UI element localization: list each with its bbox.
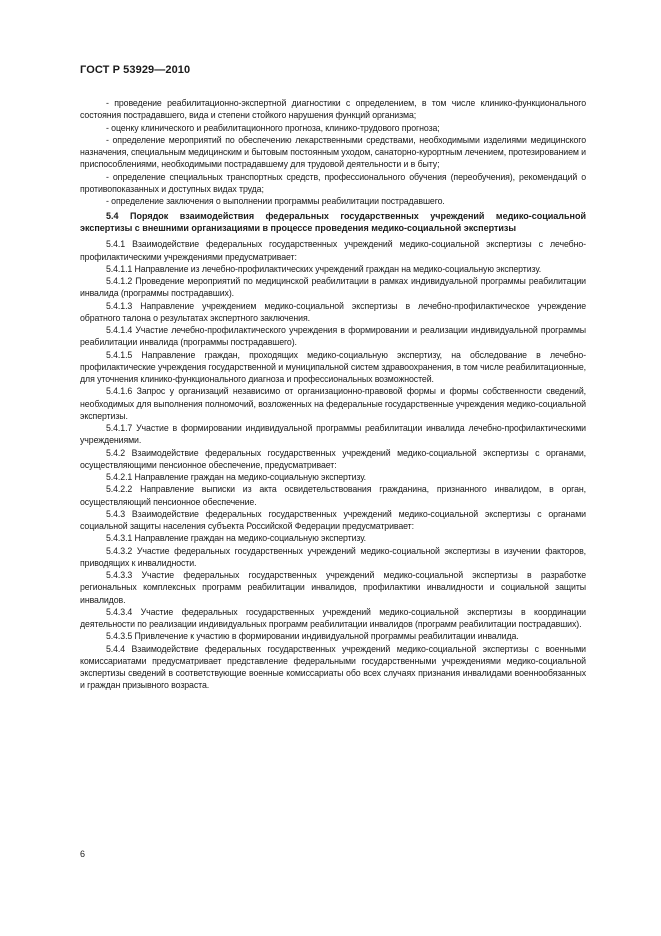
- clause-item: 5.4.2.2 Направление выписки из акта освидетельствования гражданина, признанного инвалидом, в орган, осуществляющий пенсионное обеспечение.: [80, 484, 586, 507]
- clause-item: 5.4.3.2 Участие федеральных государственных учреждений медико-социальной экспертизы в изучении факторов, приводящих к инвалидности.: [80, 545, 586, 568]
- page-number: 6: [80, 849, 86, 859]
- clause-item: 5.4.4 Взаимодействие федеральных государственных учреждений медико-социальной экспертизы с военными комиссариатами предусматривает представление федеральными государственными учреждениями медико-социальной экспертизы сведений в соответствующие военные комиссариаты обо всех случаях признания инвалидами военнообязанных и граждан призывного возраста.: [80, 643, 586, 691]
- clause-item: 5.4.3.3 Участие федеральных государственных учреждений медико-социальной экспертизы в разработке региональных комплексных программ реабилитации инвалидов, профилактики инвалидности и социальной защиты инвалидов.: [80, 570, 586, 605]
- paragraph: - оценку клинического и реабилитационного прогноза, клинико-трудового прогноза;: [106, 122, 440, 133]
- clause-item: 5.4.1.1 Направление из лечебно-профилактических учреждений граждан на медико-социальную экспертизу.: [106, 263, 542, 274]
- clause-item: 5.4.1.2 Проведение мероприятий по медицинской реабилитации в рамках индивидуальной программы реабилитации инвалида (программы пострадавших).: [80, 276, 586, 299]
- clause-item: 5.4.3.1 Направление граждан на медико-социальную экспертизу.: [106, 533, 366, 544]
- clause-item: 5.4.1.4 Участие лечебно-профилактического учреждения в формировании и реализации индивидуальной программы реабилитации инвалида (программы пострадавшего).: [80, 325, 586, 348]
- clause-item: 5.4.1.5 Направление граждан, проходящих медико-социальную экспертизу, на обследование в лечебно-профилактические учреждения государственной и муниципальной систем здравоохранения, в том числе реабилитационные, для уточнения клинико-функционального диагноза и профессиональных возможностей.: [80, 349, 586, 384]
- clause-item: 5.4.3 Взаимодействие федеральных государственных учреждений медико-социальной экспертизы с органами социальной защиты населения субъекта Российской Федерации предусматривает:: [80, 508, 586, 531]
- section-heading: 5.4 Порядок взаимодействия федеральных государственных учреждений медико-социальной экспертизы с внешними организациями в процессе проведения медико-социальной экспертизы: [80, 211, 586, 234]
- document-header: ГОСТ Р 53929—2010: [80, 64, 191, 76]
- clause-item: 5.4.3.5 Привлечение к участию в формировании индивидуальной программы реабилитации инвалида.: [106, 631, 519, 642]
- clause-item: 5.4.1.7 Участие в формировании индивидуальной программы реабилитации инвалида лечебно-профилактическими учреждениями.: [80, 423, 586, 446]
- paragraph: - определение специальных транспортных средств, профессионального обучения (переобучения), рекомендаций о противопоказанных и доступных видах труда;: [80, 171, 586, 194]
- clause-item: 5.4.2 Взаимодействие федеральных государственных учреждений медико-социальной экспертизы с органами, осуществляющими пенсионное обеспечение, предусматривает:: [80, 447, 586, 470]
- clause-item: 5.4.3.4 Участие федеральных государственных учреждений медико-социальной экспертизы в координации деятельности по реализации индивидуальных программ реабилитации инвалидов (программ реабилитации пострадавших).: [80, 606, 586, 629]
- clause-item: 5.4.1.6 Запрос у организаций независимо от организационно-правовой формы и формы собственности сведений, необходимых для выполнения полномочий, возложенных на федеральные государственные учреждения медико-социальной экспертизы.: [80, 386, 586, 421]
- paragraph: - определение заключения о выполнении программы реабилитации пострадавшего.: [106, 196, 445, 206]
- clause-item: 5.4.1.3 Направление учреждением медико-социальной экспертизы в лечебно-профилактическое учреждение обратного талона о результатах экспертного заключения.: [80, 300, 586, 323]
- paragraph: - проведение реабилитационно-экспертной диагностики с определением, в том числе клинико-функционального состояния пострадавшего, вида и степени стойкого нарушения функций организма;: [80, 98, 586, 121]
- clause-item: 5.4.1 Взаимодействие федеральных государственных учреждений медико-социальной экспертизы с лечебно-профилактическими учреждениями предусматривает:: [80, 239, 586, 262]
- paragraph: - определение мероприятий по обеспечению лекарственными средствами, необходимыми изделиями медицинского назначения, специальным медицинским и бытовым постоянным уходом, санаторно-курортным лечением, протезированием и приспособлениями, необходимыми пострадавшему для трудовой деятельности и в быту;: [80, 134, 586, 170]
- clause-item: 5.4.2.1 Направление граждан на медико-социальную экспертизу.: [106, 472, 366, 482]
- document-body: [80, 97, 586, 692]
